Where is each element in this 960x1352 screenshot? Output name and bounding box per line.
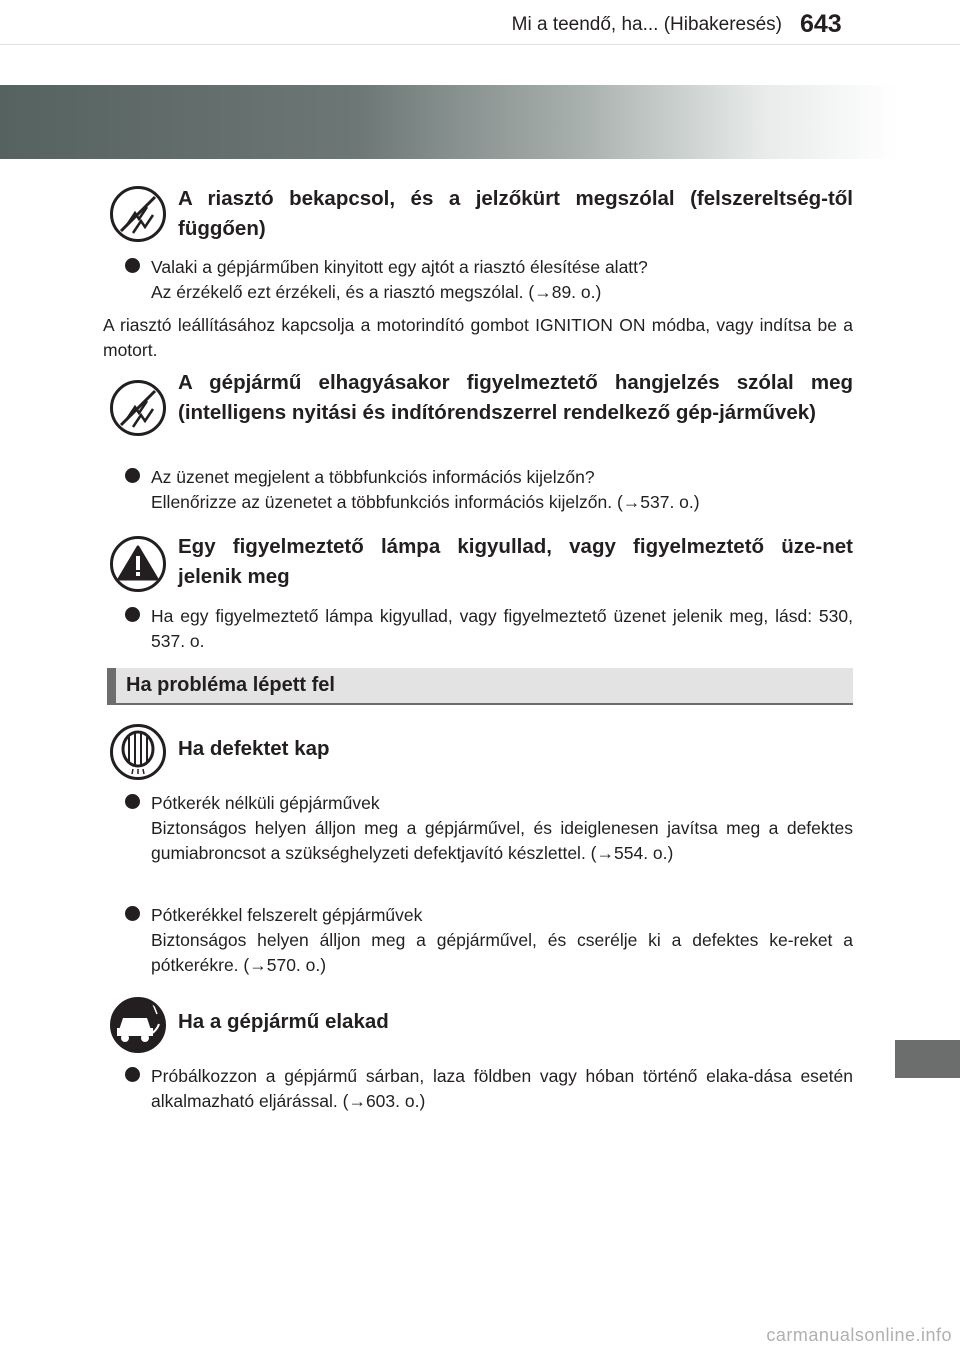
flat-tire-bullet-2 [125,903,853,978]
header-banner [0,85,898,159]
alarm-bullet [125,255,853,305]
bullet-icon [125,906,140,921]
alarm-note: A riasztó leállításához kapcsolja a motorindító gombot IGNITION ON módba, vagy indítsa be a motort. [103,315,853,360]
warning-light-text: Ha egy figyelmeztető lámpa kigyullad, vagy figyelmeztető üzenet jelenik meg, lásd: 530, 537. o. [151,606,853,651]
alarm-answer: Az érzékelő ezt érzékeli, és a riasztó megszólal. (→89. o.) [151,282,602,302]
leave-warning-answer: Ellenőrizze az üzenetet a többfunkciós információs kijelzőn. (→537. o.) [151,492,700,512]
section-bar [107,668,853,705]
chapter-tab [895,1040,960,1078]
leave-warning-bullet [125,465,853,515]
car-stuck-icon [110,997,166,1053]
page-number: 643 [800,10,842,38]
running-header: Mi a teendő, ha... (Hibakeresés) [511,14,782,35]
bullet-icon [125,1067,140,1082]
alarm-heading: A riasztó bekapcsol, és a jelzőkürt megszólal (felszereltség-től függően) [178,187,853,240]
header-divider [0,44,960,45]
warning-buzzer-icon [110,380,166,436]
bullet-icon [125,607,140,622]
flat-tire-bullet-1 [125,791,853,866]
bullet-icon [125,794,140,809]
warning-light-heading: Egy figyelmeztető lámpa kigyullad, vagy figyelmeztető üze-net jelenik meg [178,535,853,588]
leave-warning-heading: A gépjármű elhagyásakor figyelmeztető hangjelzés szólal meg (intelligens nyitási és indítórendszerrel rendelkező gép-járművek) [178,371,853,424]
alarm-sound-icon [110,186,166,242]
leave-warning-question: Az üzenet megjelent a többfunkciós információs kijelzőn? [151,467,595,487]
bullet-icon [125,258,140,273]
bullet-icon [125,468,140,483]
stuck-bullet [125,1064,853,1114]
flat-tire-bullet-2-title: Pótkerékkel felszerelt gépjárművek [151,905,423,925]
warning-light-bullet [125,604,853,654]
alarm-question: Valaki a gépjárműben kinyitott egy ajtót a riasztó élesítése alatt? [151,257,648,277]
exclamation-triangle-icon [110,536,166,592]
flat-tire-bullet-2-text: Biztonságos helyen álljon meg a gépjárművel, és cserélje ki a defektes ke-reket a pótkerékre. (→570. o.) [151,930,853,975]
flat-tire-bullet-1-title: Pótkerék nélküli gépjárművek [151,793,380,813]
tire-icon [110,724,166,780]
flat-tire-bullet-1-text: Biztonságos helyen álljon meg a gépjárművel, és ideiglenesen javítsa meg a defektes gumiabroncsot a szükséghelyzeti defektjavító készlettel. (→554. o.) [151,818,853,863]
flat-tire-heading: Ha defektet kap [178,737,330,760]
watermark: carmanualsonline.info [766,1325,952,1345]
stuck-heading: Ha a gépjármű elakad [178,1010,389,1033]
section-bar-title: Ha probléma lépett fel [126,674,335,696]
stuck-text: Próbálkozzon a gépjármű sárban, laza földben vagy hóban történő elaka-dása esetén alkalmazható eljárással. (→603. o.) [151,1066,853,1111]
